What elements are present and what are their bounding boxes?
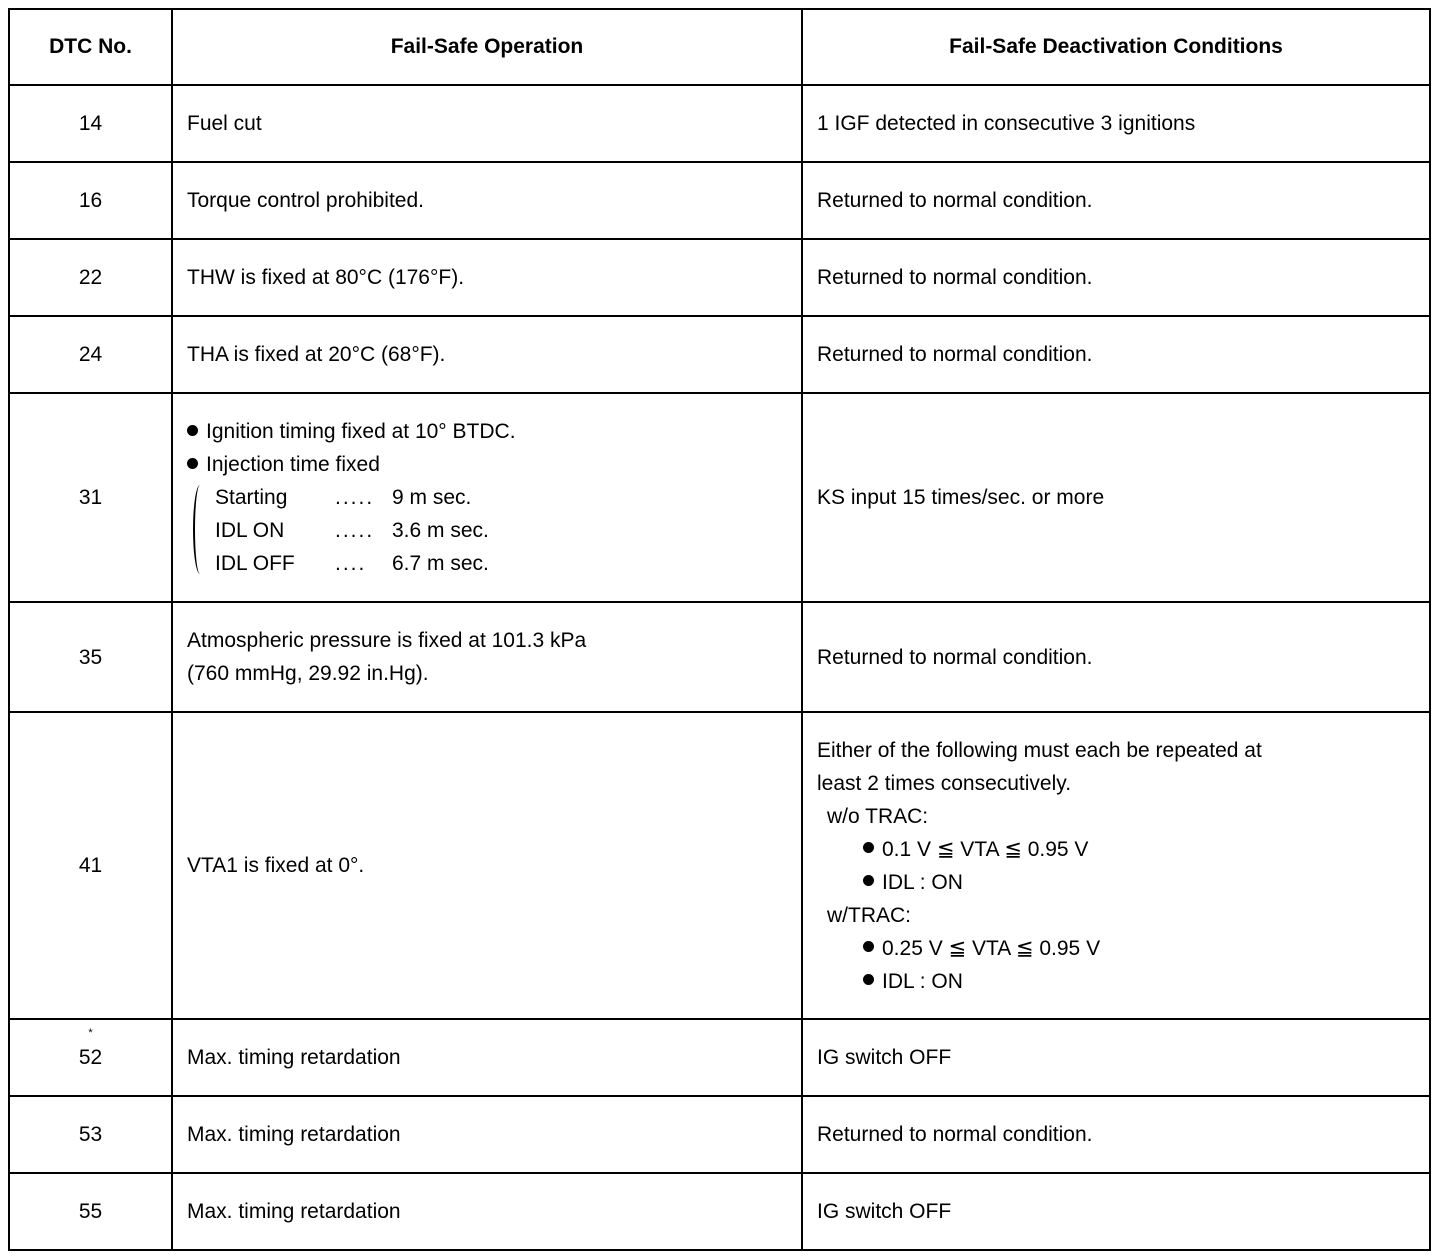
condition-cell: 1 IGF detected in consecutive 3 ignitions [802,85,1430,162]
table-row [9,316,1430,393]
header-conditions: Fail-Safe Deactivation Conditions [802,9,1430,85]
condition-cell: Returned to normal condition. [802,162,1430,239]
table-row [9,712,1430,1019]
bullet-icon [863,941,874,952]
header-dtc: DTC No. [9,9,172,85]
table-row [9,239,1430,316]
table-row [9,162,1430,239]
injection-row: IDL ON ..... 3.6 m sec. [215,519,489,542]
bullet-item: 0.1 V ≦ VTA ≦ 0.95 V [817,833,1419,866]
operation-cell: Max. timing retardation [172,1173,802,1250]
injection-row: Starting ..... 9 m sec. [215,486,472,509]
bullet-item: Injection time fixed [187,448,791,481]
operation-cell: THA is fixed at 20°C (68°F). [172,316,802,393]
table-row [9,602,1430,712]
table-row [9,1019,1430,1096]
dtc-cell: 22 [9,239,172,316]
condition-cell: IG switch OFF [802,1019,1430,1096]
brace-icon [193,485,207,574]
dtc-cell: 16 [9,162,172,239]
operation-cell: Max. timing retardation [172,1096,802,1173]
bullet-item: IDL : ON [817,866,1419,899]
table-header-row [9,9,1430,85]
operation-cell: Fuel cut [172,85,802,162]
header-operation: Fail-Safe Operation [172,9,802,85]
fail-safe-table [8,8,1431,1251]
condition-cell: IG switch OFF [802,1173,1430,1250]
table-row [9,85,1430,162]
table-row [9,1096,1430,1173]
operation-cell [172,393,802,602]
dtc-cell: * 52 [9,1019,172,1096]
condition-cell: KS input 15 times/sec. or more [802,393,1430,602]
dtc-cell: 14 [9,85,172,162]
condition-cell: Returned to normal condition. [802,239,1430,316]
dtc-cell: 31 [9,393,172,602]
condition-cell: Either of the following must each be repeated at least 2 times consecutively. w/o TRAC: 0.1 V ≦ VTA ≦ 0.95 V IDL : ON w/TRAC: 0.25 V ≦ VTA ≦ 0.95 V IDL : ON [802,712,1430,1019]
condition-cell: Returned to normal condition. [802,602,1430,712]
injection-row: IDL OFF .... 6.7 m sec. [215,552,489,575]
table-row [9,393,1430,602]
dtc-cell: 35 [9,602,172,712]
bullet-icon [863,842,874,853]
dtc-cell: 41 [9,712,172,1019]
bullet-item: IDL : ON [817,965,1419,998]
injection-time-list [187,481,791,580]
operation-cell: VTA1 is fixed at 0°. [172,712,802,1019]
table-row [9,1173,1430,1250]
dtc-cell: 55 [9,1173,172,1250]
condition-cell: Returned to normal condition. [802,1096,1430,1173]
bullet-icon [187,425,198,436]
operation-cell: Torque control prohibited. [172,162,802,239]
dtc-cell: 24 [9,316,172,393]
bullet-icon [863,875,874,886]
operation-cell: THW is fixed at 80°C (176°F). [172,239,802,316]
bullet-item: 0.25 V ≦ VTA ≦ 0.95 V [817,932,1419,965]
bullet-icon [187,458,198,469]
bullet-icon [863,974,874,985]
bullet-item: Ignition timing fixed at 10° BTDC. [187,415,791,448]
condition-cell: Returned to normal condition. [802,316,1430,393]
w-trac-label: w/TRAC: [827,903,911,927]
wo-trac-label: w/o TRAC: [827,804,929,828]
asterisk-mark: * [88,1027,93,1039]
operation-cell: Atmospheric pressure is fixed at 101.3 kPa (760 mmHg, 29.92 in.Hg). [172,602,802,712]
dtc-cell: 53 [9,1096,172,1173]
operation-cell: Max. timing retardation [172,1019,802,1096]
